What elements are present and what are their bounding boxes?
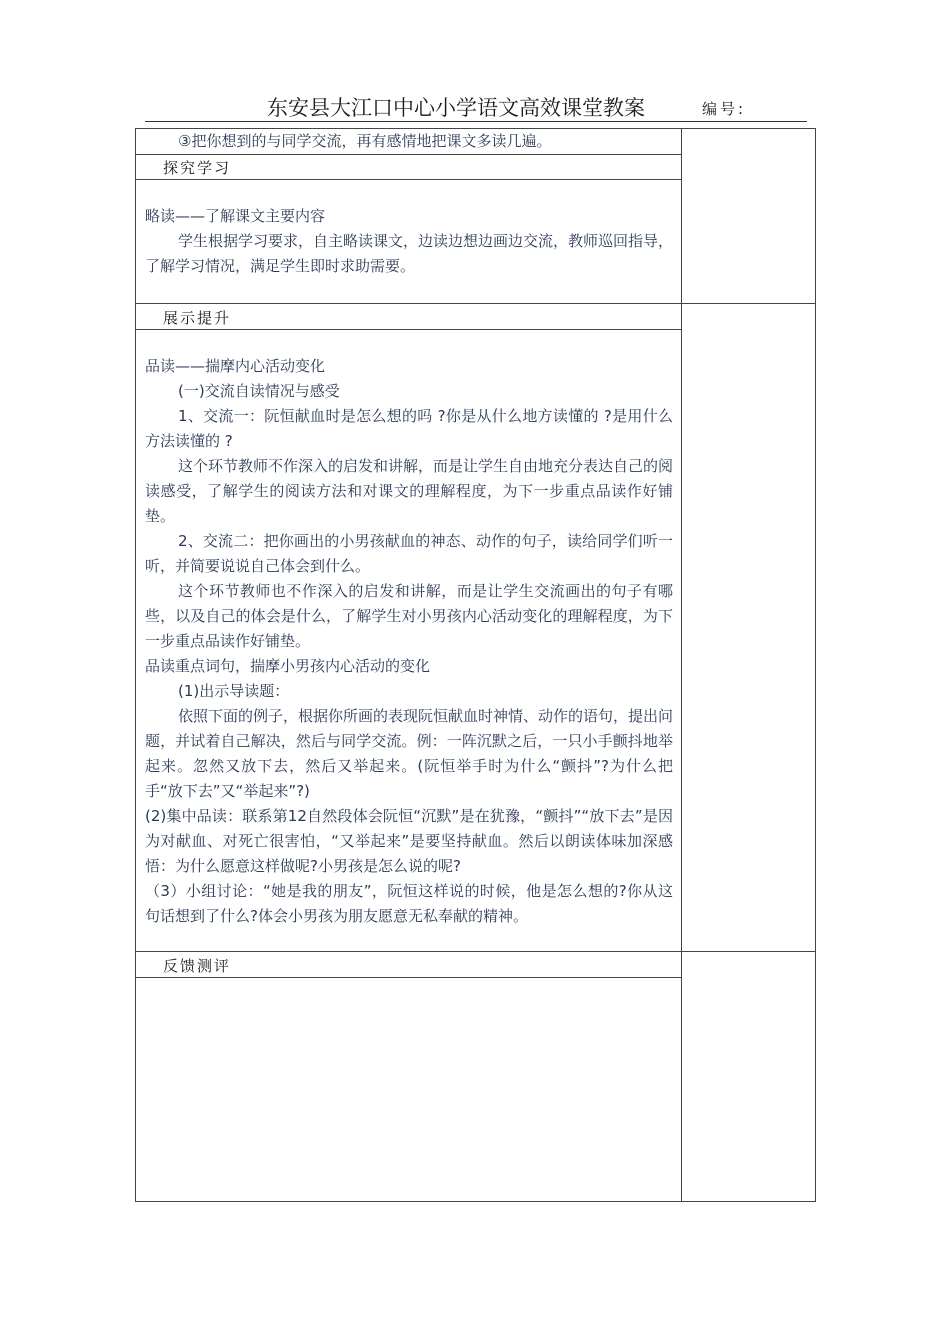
row-divider — [135, 329, 681, 330]
exchange-one-note: 这个环节教师不作深入的启发和讲解，而是让学生自由地充分表达自己的阅读感受，了解学生的阅读方法和对课文的理解程度，为下一步重点品读作好铺垫。 — [145, 457, 674, 525]
exchange-one: 1、交流一：阮恒献血时是怎么想的吗 ?你是从什么地方读懂的 ?是用什么方法读懂的 ? — [145, 407, 673, 450]
row-divider — [135, 303, 816, 304]
notes-column-divider — [681, 128, 682, 1202]
show-subheading: (一)交流自读情况与感受 — [178, 382, 340, 400]
explore-heading: 略读——了解课文主要内容 — [145, 207, 326, 225]
document-header — [145, 92, 807, 122]
focused-reading: (2)集中品读：联系第12自然段体会阮恒“沉默”是在犹豫，“颤抖”“放下去”是因为对献血、对死亡很害怕，“又举起来”是要坚持献血。然后以朗读体味加深感悟：为什么愿意这样做呢?小男孩是怎么说的呢? — [145, 807, 673, 875]
row-divider — [135, 977, 681, 978]
key-reading-heading: 品读重点词句，揣摩小男孩内心活动的变化 — [145, 657, 431, 675]
document-number-label: 编号: — [702, 100, 747, 118]
section-label-show: 展示提升 — [163, 309, 232, 327]
explore-paragraph: 学生根据学习要求，自主略读课文，边读边想边画边交流，教师巡回指导，了解学习情况，满足学生即时求助需要。 — [145, 232, 674, 275]
exchange-two: 2、交流二：把你画出的小男孩献血的神态、动作的句子，读给同学们听一听，并简要说说自己体会到什么。 — [145, 532, 673, 575]
row-divider — [135, 951, 816, 952]
show-content — [145, 354, 673, 929]
header-divider — [145, 121, 807, 122]
row-divider — [135, 179, 681, 180]
section-label-explore: 探究学习 — [163, 159, 232, 177]
guide-question-heading: (1)出示导读题： — [178, 682, 290, 700]
show-heading: 品读——揣摩内心活动变化 — [145, 357, 326, 375]
guide-question-text: 依照下面的例子，根据你所画的表现阮恒献血时神情、动作的语句，提出问题，并试着自己解决，然后与同学交流。例：一阵沉默之后，一只小手颤抖地举起来。忽然又放下去，然后又举起来。(阮恒举手时为什么“颤抖”?为什么把手“放下去”又“举起来”?) — [145, 707, 674, 800]
exchange-two-note: 这个环节教师也不作深入的启发和讲解，而是让学生交流画出的句子有哪些，以及自己的体会是什么，了解学生对小男孩内心活动变化的理解程度，为下一步重点品读作好铺垫。 — [145, 582, 673, 650]
document-title: 东安县大江口中心小学语文高效课堂教案 — [267, 96, 645, 120]
group-discussion: （3）小组讨论：“她是我的朋友”，阮恒这样说的时候，他是怎么想的?你从这句话想到了什么?体会小男孩为朋友愿意无私奉献的精神。 — [145, 882, 673, 925]
top-row-text: ③把你想到的与同学交流，再有感情地把课文多读几遍。 — [178, 132, 552, 150]
explore-content — [145, 204, 673, 279]
section-label-feedback: 反馈测评 — [163, 957, 232, 975]
row-divider — [135, 154, 681, 155]
